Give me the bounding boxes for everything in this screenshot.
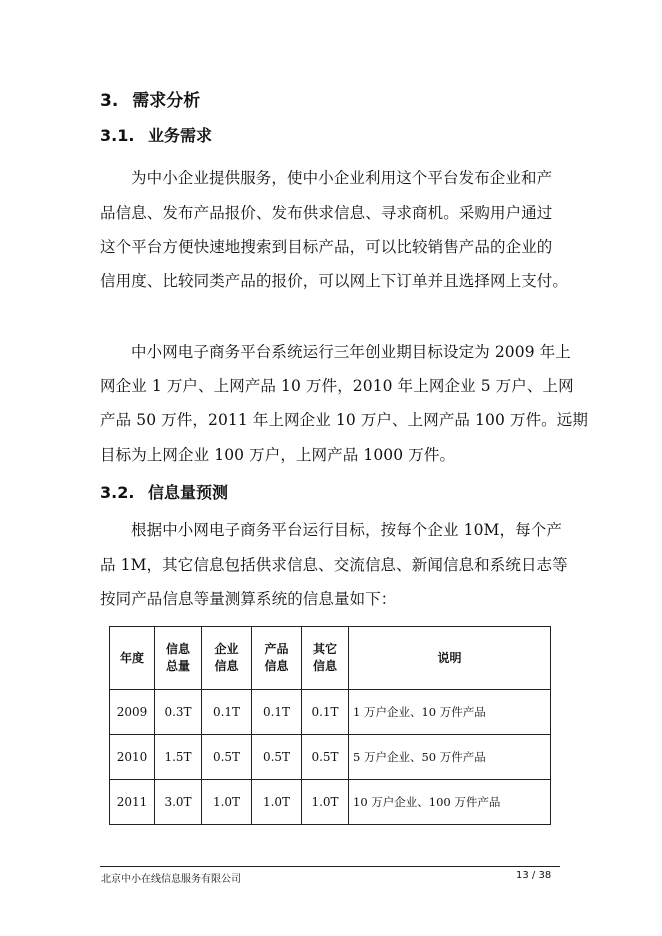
table-row	[110, 690, 551, 735]
paragraph-line: 目标为上网企业 100 万户，上网产品 1000 万件。	[100, 446, 456, 464]
table-row	[110, 735, 551, 780]
paragraph-line: 产品 50 万件，2011 年上网企业 10 万户、上网产品 100 万件。远期	[100, 411, 588, 429]
cell-total: 1.5T	[155, 735, 202, 780]
section-title: 信息量预测	[148, 483, 229, 502]
chapter-number: 3.	[100, 91, 119, 111]
footer-company: 北京中小在线信息服务有限公司	[101, 874, 241, 885]
section-heading-business	[100, 123, 212, 146]
section-number: 3.2.	[100, 483, 135, 502]
table-row	[110, 780, 551, 825]
footer-divider	[100, 866, 560, 867]
header-product: 产品 信息	[252, 627, 302, 690]
paragraph-line: 根据中小网电子商务平台运行目标，按每个企业 10M，每个产	[131, 521, 562, 539]
cell-note: 5 万户企业、50 万件产品	[349, 735, 551, 780]
header-enterprise: 企业 信息	[202, 627, 252, 690]
section-heading-info-forecast	[100, 480, 228, 503]
section-number: 3.1.	[100, 126, 135, 145]
section-title: 业务需求	[148, 126, 213, 145]
cell-product: 0.1T	[252, 690, 302, 735]
header-note: 说明	[349, 627, 551, 690]
paragraph-line: 为中小企业提供服务，使中小企业利用这个平台发布企业和产	[131, 169, 553, 187]
cell-other: 0.5T	[302, 735, 349, 780]
cell-product: 0.5T	[252, 735, 302, 780]
cell-enterprise: 0.5T	[202, 735, 252, 780]
cell-year: 2011	[110, 780, 155, 825]
cell-other: 1.0T	[302, 780, 349, 825]
cell-note: 10 万户企业、100 万件产品	[349, 780, 551, 825]
cell-enterprise: 1.0T	[202, 780, 252, 825]
paragraph-line: 这个平台方便快速地搜索到目标产品，可以比较销售产品的企业的	[100, 238, 553, 256]
cell-total: 3.0T	[155, 780, 202, 825]
paragraph-line: 中小网电子商务平台系统运行三年创业期目标设定为 2009 年上	[131, 343, 571, 361]
cell-product: 1.0T	[252, 780, 302, 825]
paragraph-line: 网企业 1 万户、上网产品 10 万件，2010 年上网企业 5 万户、上网	[100, 377, 574, 395]
paragraph-line: 信用度、比较同类产品的报价，可以网上下订单并且选择网上支付。	[100, 272, 569, 290]
header-year: 年度	[110, 627, 155, 690]
cell-other: 0.1T	[302, 690, 349, 735]
table-header-row	[110, 627, 551, 690]
header-total: 信息 总量	[155, 627, 202, 690]
paragraph-line: 按同产品信息等量测算系统的信息量如下：	[100, 590, 397, 608]
info-volume-table	[109, 626, 551, 825]
chapter-title: 需求分析	[132, 91, 201, 111]
cell-total: 0.3T	[155, 690, 202, 735]
paragraph-line: 品 1M，其它信息包括供求信息、交流信息、新闻信息和系统日志等	[100, 556, 568, 574]
paragraph-line: 品信息、发布产品报价、发布供求信息、寻求商机。采购用户通过	[100, 204, 553, 222]
cell-enterprise: 0.1T	[202, 690, 252, 735]
footer-page-number: 13 / 38	[516, 870, 552, 881]
cell-year: 2009	[110, 690, 155, 735]
cell-year: 2010	[110, 735, 155, 780]
cell-note: 1 万户企业、10 万件产品	[349, 690, 551, 735]
header-other: 其它 信息	[302, 627, 349, 690]
chapter-heading	[100, 86, 200, 111]
